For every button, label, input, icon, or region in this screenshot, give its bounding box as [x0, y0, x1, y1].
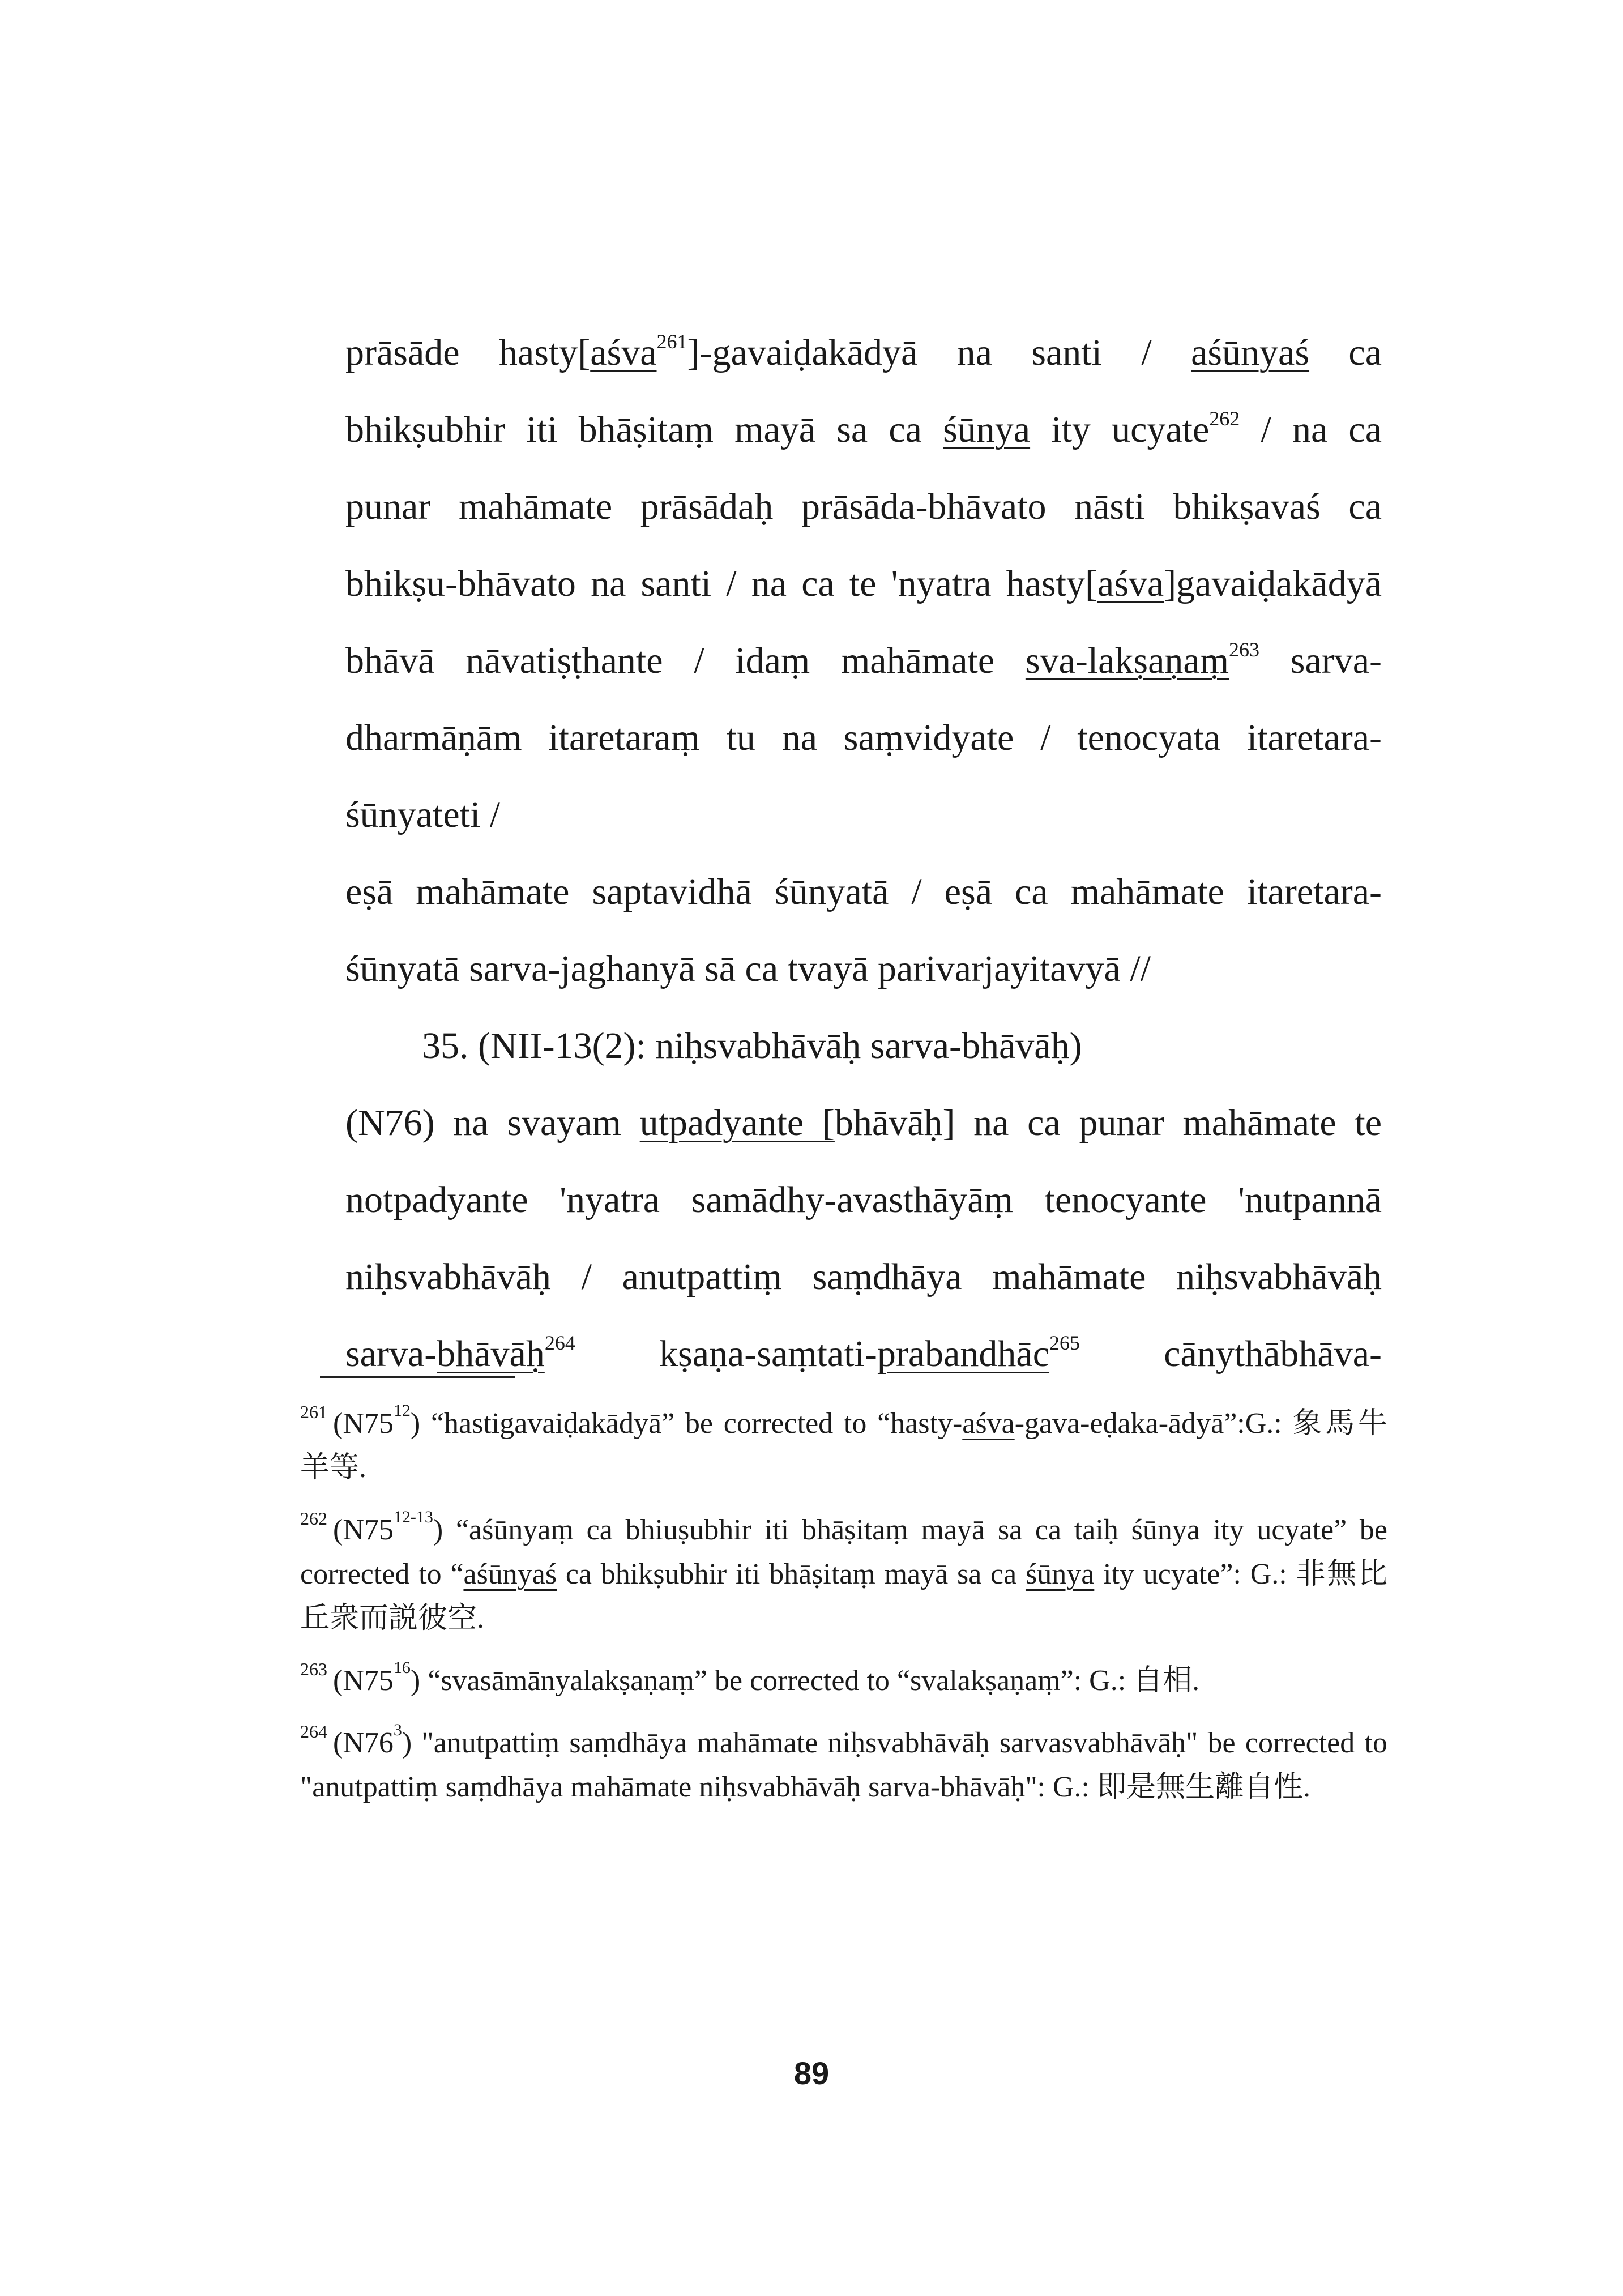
underlined-term: bhāvāḥ: [437, 1333, 545, 1375]
text-line: (N76) na svayam utpadyante [bhāvāḥ] na ca punar mahāmate te: [345, 1102, 1382, 1143]
text-line: bhikṣu-bhāvato na santi / na ca te 'nyatra hasty[aśva]gavaiḍakādyā: [345, 563, 1382, 604]
footnote-divider: [320, 1376, 515, 1378]
footnote-number: 263: [300, 1658, 327, 1679]
footnote-marker: 261: [656, 330, 687, 353]
footnote-262: $^{262}$ (N75$^{12-13}$) “aśūnyaṃ ca bhiuṣubhir iti bhāṣitaṃ mayā sa ca taiḥ śūnya ity ucyate” be corrected to “aśūnyaś ca bhikṣubhir iti bhāṣitaṃ mayā sa ca śūnya ity ucyate”: G.: 非無比丘衆而説彼空.: [300, 1507, 1387, 1634]
footnote-number: 262: [300, 1508, 327, 1529]
footnote-number: 264: [300, 1721, 327, 1742]
text-line: eṣā mahāmate saptavidhā śūnyatā / eṣā ca mahāmate itaretara-: [345, 871, 1382, 912]
main-text-block: [345, 314, 1382, 1393]
footnote-marker: 265: [1049, 1331, 1080, 1354]
text-line: prāsāde hasty[aśva$^{261}$]-gavaiḍakādyā na santi / aśūnyaś ca: [345, 330, 1382, 373]
footnote-marker: 262: [1209, 407, 1240, 430]
underlined-term: aśva: [962, 1407, 1015, 1440]
underlined-term: śūnya: [1025, 1558, 1095, 1590]
text-line: śūnyatā sarva-jaghanyā sā ca tvayā parivarjayitavyā //: [345, 948, 1151, 989]
text-line: niḥsvabhāvāḥ / anutpattiṃ saṃdhāya mahāmate niḥsvabhāvāḥ: [345, 1256, 1382, 1298]
underlined-term: utpadyante [: [639, 1102, 835, 1143]
text-line: sarva-bhāvāḥ$^{264}$ kṣaṇa-saṃtati-prabandhāc$^{265}$ cānythābhāva-: [345, 1331, 1382, 1375]
underlined-term: aśūnyaś: [1191, 332, 1310, 373]
footnote-263: $^{263}$ (N75$^{16}$) “svasāmānyalakṣaṇaṃ” be corrected to “svalakṣaṇaṃ”: G.: 自相.: [300, 1658, 1200, 1697]
underlined-term: aśūnyaś: [463, 1558, 557, 1590]
underlined-term: aśva: [590, 332, 657, 373]
text-line: śūnyateti /: [345, 794, 501, 835]
footnote-number: 261: [300, 1401, 327, 1422]
footnotes-section: [300, 1402, 1387, 1828]
underlined-term: śūnya: [943, 409, 1031, 450]
underlined-term: aśva: [1097, 563, 1164, 604]
footnote-marker: 264: [544, 1331, 575, 1354]
footnote-261: $^{261}$ (N75$^{12}$) “hastigavaiḍakādyā” be corrected to “hasty-aśva-gava-eḍaka-ādyā”:G.: 象馬牛羊等.: [300, 1401, 1387, 1484]
page-number: 89: [793, 2055, 830, 2091]
footnote-marker: 263: [1229, 638, 1260, 661]
text-line: notpadyante 'nyatra samādhy-avasthāyāṃ tenocyante 'nutpannā: [345, 1179, 1382, 1220]
footnote-264: $^{264}$ (N76$^3$) "anutpattiṃ saṃdhāya mahāmate niḥsvabhāvāḥ sarvasvabhāvāḥ" be corrected to "anutpattiṃ saṃdhāya mahāmate niḥsvabhāvāḥ sarva-bhāvāḥ": G.: 即是無生離自性.: [300, 1720, 1387, 1803]
section-heading: 35. (NII-13(2): niḥsvabhāvāḥ sarva-bhāvāḥ): [422, 1025, 1082, 1066]
text-line: bhāvā nāvatiṣṭhante / idaṃ mahāmate sva-lakṣaṇaṃ$^{263}$ sarva-: [345, 638, 1382, 681]
underlined-term: prabandhāc: [877, 1333, 1050, 1375]
text-line: dharmāṇām itaretaraṃ tu na saṃvidyate / tenocyata itaretara-: [345, 717, 1382, 758]
text-line: punar mahāmate prāsādaḥ prāsāda-bhāvato nāsti bhikṣavaś ca: [345, 486, 1382, 527]
underlined-term: sva-lakṣaṇaṃ: [1025, 640, 1229, 681]
text-line: bhikṣubhir iti bhāṣitaṃ mayā sa ca śūnya ity ucyate$^{262}$ / na ca: [345, 407, 1382, 450]
